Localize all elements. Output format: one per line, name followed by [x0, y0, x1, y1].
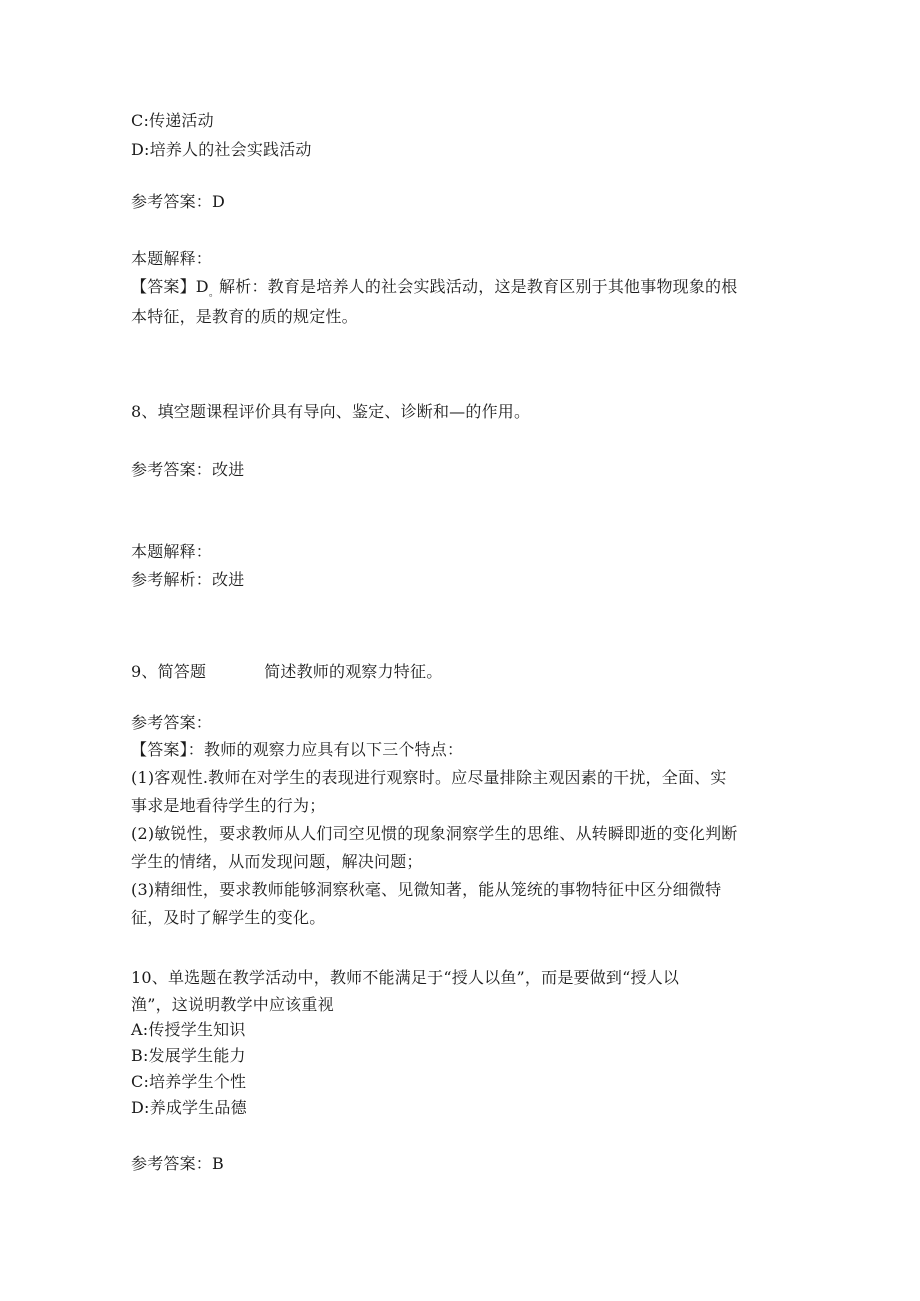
q10-question-line-1: 10、单选题在教学活动中，教师不能满足于“授人以鱼”，而是要做到“授人以: [131, 968, 680, 987]
q7-option-c: C:传递活动: [131, 111, 214, 130]
q9-answer-line: 学生的情绪，从而发现问题，解决问题；: [131, 852, 423, 871]
q9-answer-line: (2)敏锐性，要求教师从人们司空见惯的现象洞察学生的思维、从转瞬即逝的变化判断: [131, 824, 738, 843]
q9-answer-line: 事求是地看待学生的行为；: [131, 796, 326, 815]
q7-explain-line-2: 本特征，是教育的质的规定性。: [131, 307, 358, 326]
q8-answer: 参考答案：改进: [131, 460, 245, 479]
q9-answer-line: (3)精细性，要求教师能够洞察秋毫、见微知著，能从笼统的事物特征中区分细微特: [131, 880, 722, 899]
q9-answer-line: (1)客观性.教师在对学生的表现进行观察时。应尽量排除主观因素的干扰，全面、实: [131, 768, 727, 787]
q8-explain-label: 本题解释：: [131, 542, 213, 561]
q10-option-c: C:培养学生个性: [131, 1072, 247, 1091]
q9-question-line: [131, 661, 442, 683]
q8-explain: 参考解析：改进: [131, 570, 245, 589]
q9-question: 简述教师的观察力特征。: [264, 662, 443, 681]
q8-question: 8、填空题课程评价具有导向、鉴定、诊断和—的作用。: [131, 402, 531, 421]
q10-question-line-2: 渔”，这说明教学中应该重视: [131, 995, 334, 1014]
q7-explain-prefix: 【答案】D: [131, 277, 209, 296]
q9-answer-line: 【答案】：教师的观察力应具有以下三个特点：: [131, 740, 464, 759]
q9-number-type: 9、简答题: [131, 662, 207, 681]
q9-answer-label: 参考答案：: [131, 713, 213, 732]
q7-explain-label: 本题解释：: [131, 249, 213, 268]
q7-option-d: D:培养人的社会实践活动: [131, 140, 312, 159]
q7-explain-line-1: [131, 276, 737, 305]
q10-option-a: A:传授学生知识: [131, 1020, 246, 1039]
q10-option-b: B:发展学生能力: [131, 1046, 246, 1065]
q7-explain-mark: 。: [208, 288, 220, 300]
q10-answer: 参考答案：B: [131, 1154, 224, 1173]
q7-explain-line-1-rest: 解析：教育是培养人的社会实践活动，这是教育区别于其他事物现象的根: [219, 277, 738, 296]
q10-option-d: D:养成学生品德: [131, 1098, 247, 1117]
q7-answer: 参考答案：D: [131, 192, 226, 211]
q9-answer-line: 征，及时了解学生的变化。: [131, 908, 326, 927]
